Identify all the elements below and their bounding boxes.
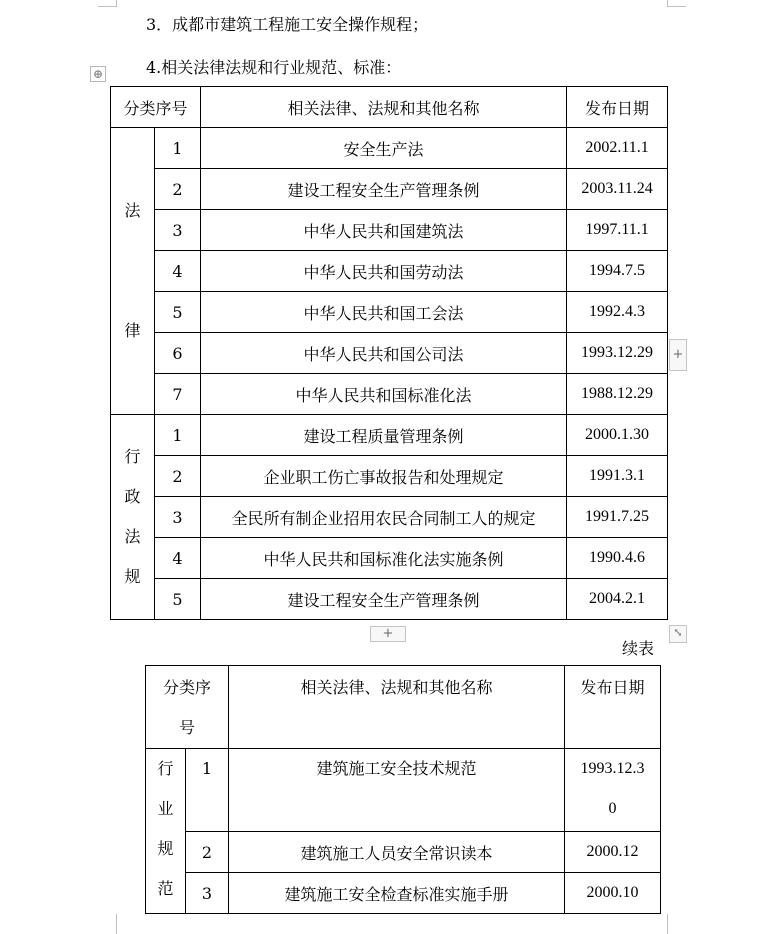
page-corner-top-left [98,0,117,7]
table-row [111,456,668,497]
row-number: 2 [155,456,201,497]
row-number: 6 [155,333,201,374]
header-name-text: 相关法律、法规和其他名称 [300,678,493,697]
table-row [146,749,661,832]
page-corner-bottom-left [98,914,117,934]
publish-date: 2000.1.30 [567,415,668,456]
publish-date: 1988.12.29 [567,374,668,415]
row-number: 5 [155,579,201,620]
publish-date: 2003.11.24 [567,169,668,210]
regulations-table [110,86,668,620]
table-row [111,251,668,292]
category-char: 规 [124,567,141,586]
header-name: 相关法律、法规和其他名称 [201,87,567,128]
publish-date: 2000.10 [565,873,661,914]
category-char: 政 [124,487,141,506]
add-column-button[interactable]: + [669,339,687,371]
row-number: 3 [186,873,229,914]
row-number: 1 [155,415,201,456]
row-number: 2 [155,169,201,210]
publish-date: 1990.4.6 [567,538,668,579]
list-item-3: 3．成都市建筑工程施工安全操作规程； [146,15,429,34]
table-row [111,292,668,333]
row-number: 4 [155,251,201,292]
add-row-button[interactable]: + [370,626,406,642]
category-char: 法 [124,201,141,220]
list-item-4: 4.相关法律法规和行业规范、标准： [146,58,402,77]
header-date: 发布日期 [567,87,668,128]
category-char: 行 [124,447,141,466]
regulation-name: 中华人民共和国标准化法 [201,374,567,415]
row-number: 1 [155,128,201,169]
header-date-text: 发布日期 [580,678,645,697]
category-cell-admin-regulations [111,415,155,620]
row-number: 1 [186,749,229,832]
row-number: 3 [155,497,201,538]
regulation-name: 企业职工伤亡事故报告和处理规定 [201,456,567,497]
table-header-row [146,666,661,749]
resize-handle-icon[interactable]: ⤡ [669,625,687,643]
publish-date-line: 1993.12.3 [580,760,645,777]
regulation-name: 建筑施工安全技术规范 [229,749,565,832]
category-cell-law [111,128,155,415]
page-corner-bottom-right [667,914,686,934]
regulation-name: 建筑施工人员安全常识读本 [229,832,565,873]
table-row [111,169,668,210]
regulation-name: 中华人民共和国建筑法 [201,210,567,251]
table-row [111,128,668,169]
header-category-line: 号 [179,718,196,737]
regulation-name: 中华人民共和国劳动法 [201,251,567,292]
category-cell-industry-standards [146,749,186,914]
table-row [111,538,668,579]
table-row [146,873,661,914]
header-category-no: 分类序号 [111,87,201,128]
publish-date: 2002.11.1 [567,128,668,169]
publish-date [565,749,661,832]
continued-regulations-table [145,665,661,914]
publish-date: 1992.4.3 [567,292,668,333]
table-row [146,832,661,873]
category-char: 范 [157,879,174,898]
publish-date: 1997.11.1 [567,210,668,251]
regulation-name: 中华人民共和国工会法 [201,292,567,333]
publish-date: 2000.12 [565,832,661,873]
header-category-line: 分类序 [163,678,212,697]
continued-label: 续表 [622,639,655,658]
table-row [111,497,668,538]
row-number: 7 [155,374,201,415]
regulation-name: 安全生产法 [201,128,567,169]
publish-date: 1993.12.29 [567,333,668,374]
category-char: 律 [124,321,141,340]
category-char: 业 [157,799,174,818]
category-char: 规 [157,839,174,858]
regulation-name: 建筑施工安全检查标准实施手册 [229,873,565,914]
header-date [565,666,661,749]
publish-date: 1991.3.1 [567,456,668,497]
regulation-name: 全民所有制企业招用农民合同制工人的规定 [201,497,567,538]
row-number: 5 [155,292,201,333]
category-char: 法 [124,527,141,546]
publish-date: 2004.2.1 [567,579,668,620]
category-char: 行 [157,759,174,778]
row-number: 3 [155,210,201,251]
regulation-name: 中华人民共和国公司法 [201,333,567,374]
row-number: 4 [155,538,201,579]
row-number: 2 [186,832,229,873]
table-header-row [111,87,668,128]
publish-date-line: 0 [608,800,617,817]
table-row [111,210,668,251]
regulation-name: 中华人民共和国标准化法实施条例 [201,538,567,579]
page-corner-top-right [667,0,686,7]
publish-date: 1991.7.25 [567,497,668,538]
regulation-name: 建设工程安全生产管理条例 [201,579,567,620]
publish-date: 1994.7.5 [567,251,668,292]
table-move-handle-icon[interactable]: ⊕ [90,66,106,82]
table-row [111,374,668,415]
header-name [229,666,565,749]
regulation-name: 建设工程安全生产管理条例 [201,169,567,210]
regulation-name: 建设工程质量管理条例 [201,415,567,456]
table-row [111,415,668,456]
table-row [111,333,668,374]
table-row [111,579,668,620]
header-category-no [146,666,229,749]
